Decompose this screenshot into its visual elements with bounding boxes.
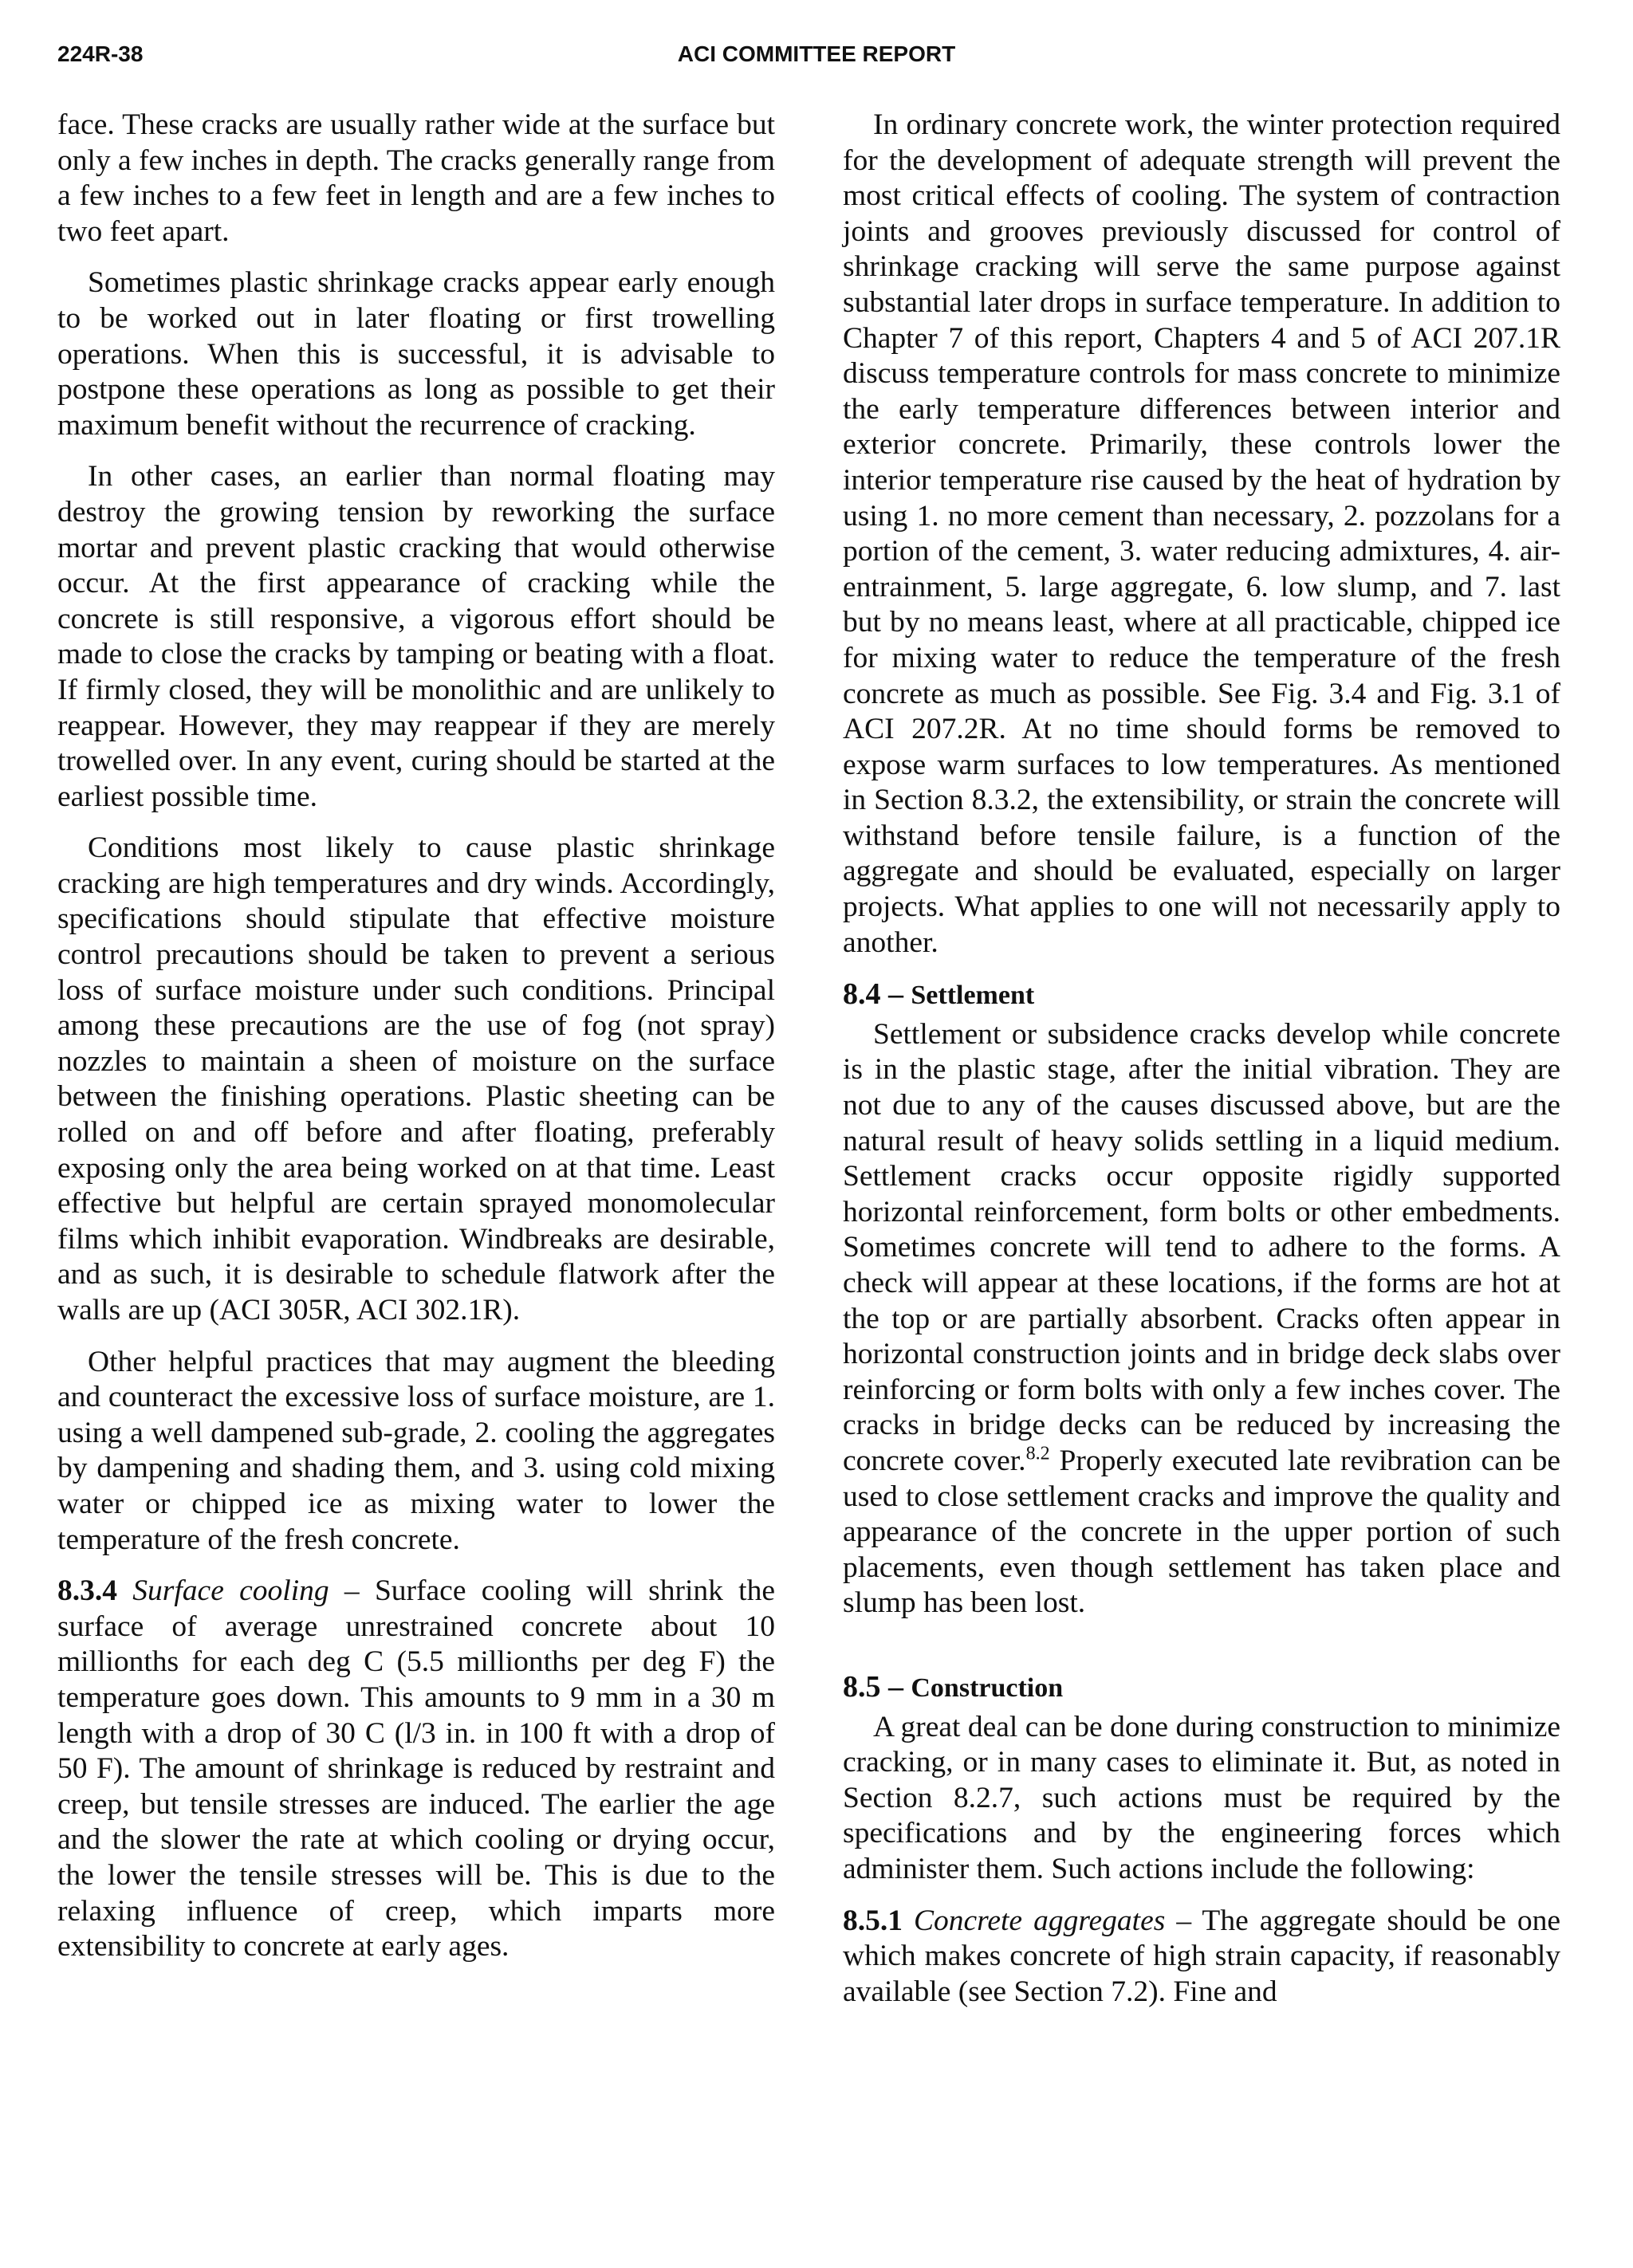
subsection-dash: – [1165, 1904, 1202, 1937]
subsection-number: 8.3.4 [57, 1574, 117, 1608]
paragraph: In other cases, an earlier than normal floating may destroy the growing tension by reworking the surface mortar and prevent plastic cracking that would otherwise occur. At the first appearance of cracking while the concrete is still responsive, a vigorous effort should be made to close the cracks by tamping or beating with a float. If firmly closed, they will be monolithic and are unlikely to reappear. However, they may reappear if they are merely trowelled over. In any event, curing should be started at the earliest possible time. [57, 460, 775, 813]
subsection-title: Surface cooling [132, 1574, 329, 1608]
paragraph: Conditions most likely to cause plastic shrinkage cracking are high temperatures and dry winds. Accordingly, specifications should stipulate that effective moisture control precautions should be taken to prevent a serious loss of surface moisture under such conditions. Principal among these precautions are the use of fog (not spray) nozzles to maintain a sheen of moisture on the surface between the finishing operations. Plastic sheeting can be rolled on and off before and after floating, preferably exposing only the area being worked on at that time. Least effective but helpful are certain sprayed monomolecular films which inhibit evaporation. Windbreaks are desirable, and as such, it is desirable to schedule flatwork after the walls are up (ACI 305R, ACI 302.1R). [57, 831, 775, 1327]
reference-superscript: 8.2 [1025, 1443, 1050, 1464]
paragraph: Other helpful practices that may augment the bleeding and counteract the excessive loss of surface moisture, are 1. using a well dampened sub-grade, 2. cooling the aggregates by dampening and shading them, and 3. using cold mixing water or chipped ice as mixing water to lower the temperature of the fresh concrete. [57, 1345, 775, 1556]
paragraph [843, 1017, 1560, 1621]
subsection-8-3-4 [57, 1574, 775, 1965]
section-text: Settlement or subsidence cracks develop while concrete is in the plastic stage, after the initial vibration. They are not due to any of the causes discussed above, but are the natural result of heavy solids settling in a liquid medium. Settlement cracks occur opposite rigidly supported horizontal reinforcement, form bolts or other embedments. Sometimes concrete will tend to adhere to the forms. A check will appear at these locations, if the forms are hot at the top or are partially absorbent. Cracks often appear in horizontal construction joints and in bridge deck slabs over reinforcing or form bolts with only a few inches cover. The cracks in bridge decks can be reduced by increasing the concrete cover. [843, 1017, 1560, 1477]
section-title: Construction [911, 1673, 1064, 1703]
section-number: 8.5 – [843, 1669, 903, 1704]
paragraph: Sometimes plastic shrinkage cracks appear early enough to be worked out in later floating or first trowelling operations. When this is successful, it is advisable to postpone these operations as long as possible to get their maximum benefit without the recurrence of cracking. [57, 266, 775, 442]
page-header [57, 41, 1576, 73]
subsection-text: Surface cooling will shrink the surface of average unrestrained concrete about 10 millionths for each deg C (5.5 millionths per deg F) the temperature goes down. This amounts to 9 mm in a 30 m length with a drop of 30 C (l/3 in. in 100 ft with a drop of 50 F). The amount of shrinkage is reduced by restraint and creep, but tensile stresses are induced. The earlier the age and the slower the rate at which cooling or drying occur, the lower the tensile stresses will be. This is due to the relaxing influence of creep, which imparts more extensibility to concrete at early ages. [57, 1574, 775, 1963]
left-column [57, 108, 775, 1981]
subsection-8-5-1 [843, 1904, 1560, 2011]
right-column [843, 108, 1560, 2026]
paragraph: In ordinary concrete work, the winter protection required for the development of adequate strength will prevent the most critical effects of cooling. The system of contraction joints and grooves previously discussed for control of shrinkage cracking will serve the same purpose against substantial later drops in surface temperature. In addition to Chapter 7 of this report, Chapters 4 and 5 of ACI 207.1R discuss temperature controls for mass concrete to minimize the early temperature differences between interior and exterior concrete. Primarily, these controls lower the interior temperature rise caused by the heat of hydration by using 1. no more cement than necessary, 2. pozzolans for a portion of the cement, 3. water reducing admixtures, 4. air-entrainment, 5. large aggregate, 6. low slump, and 7. last but by no means least, where at all practicable, chipped ice for mixing water to reduce the temperature of the fresh concrete as much as possible. See Fig. 3.4 and Fig. 3.1 of ACI 207.2R. At no time should forms be removed to expose warm surfaces to low temperatures. As mentioned in Section 8.3.2, the extensibility, or strain the concrete will withstand before tensile failure, is a function of the aggregate and should be evaluated, especially on larger projects. What applies to one will not necessarily apply to another. [843, 108, 1560, 959]
paragraph: A great deal can be done during construction to minimize cracking, or in many cases to eliminate it. But, as noted in Section 8.2.7, such actions must be required by the specifications and by the engineering forces which administer them. Such actions include the following: [843, 1710, 1560, 1885]
section-title: Settlement [911, 981, 1035, 1011]
section-text: Properly executed late revibration can be used to close settlement cracks and improve the quality and appearance of the concrete in the upper portion of such placements, even though settlement has taken place and slump has been lost. [843, 1444, 1560, 1620]
subsection-title: Concrete aggregates [914, 1904, 1166, 1937]
section-number: 8.4 – [843, 977, 903, 1012]
spacer [843, 1637, 1560, 1669]
subsection-text: The aggregate should be one which makes concrete of high strain capacity, if reasonably available (see Section 7.2). Fine and [843, 1904, 1560, 2008]
subsection-number: 8.5.1 [843, 1904, 903, 1937]
paragraph: face. These cracks are usually rather wide at the surface but only a few inches in depth. The cracks generally range from a few inches to a few feet in length and are a few inches to two feet apart. [57, 108, 775, 248]
running-title: ACI COMMITTEE REPORT [677, 41, 956, 66]
section-heading-8-4 [843, 977, 1560, 1014]
subsection-dash: – [329, 1574, 375, 1608]
section-heading-8-5 [843, 1669, 1560, 1707]
page-number: 224R-38 [57, 41, 144, 66]
